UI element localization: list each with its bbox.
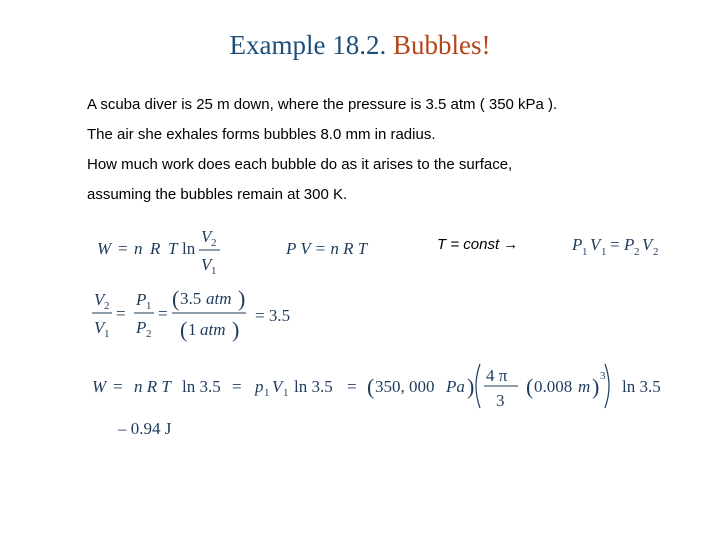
svg-text:(: ( [367, 374, 375, 399]
svg-text:3.5: 3.5 [180, 289, 202, 308]
svg-text:1: 1 [146, 300, 152, 312]
svg-text:ln 3.5: ln 3.5 [294, 377, 333, 396]
svg-text:V: V [201, 227, 212, 246]
svg-text:V: V [94, 290, 105, 309]
svg-text:=: = [116, 304, 126, 323]
svg-text:(: ( [180, 317, 188, 342]
svg-text:1: 1 [104, 328, 110, 340]
example-number: Example 18.2. [229, 30, 387, 60]
svg-text:V: V [201, 255, 212, 274]
work-formula [97, 227, 220, 277]
svg-text:ln: ln [182, 239, 196, 258]
boyle-law [571, 235, 659, 258]
isothermal-label: T = const → [437, 236, 519, 253]
svg-text:P: P [572, 235, 583, 254]
ratio-equation [92, 286, 290, 342]
svg-text:1: 1 [601, 246, 607, 258]
svg-text:P: P [624, 235, 635, 254]
svg-text:): ) [232, 317, 240, 342]
svg-text:n: n [134, 239, 143, 258]
svg-text:Pa: Pa [446, 377, 465, 396]
svg-text:T: T [168, 239, 178, 258]
svg-text:): ) [467, 374, 475, 399]
svg-text:P: P [136, 318, 147, 337]
svg-text:=: = [347, 377, 357, 396]
example-subject: Bubbles! [392, 30, 491, 60]
svg-text:2: 2 [211, 237, 217, 249]
svg-text:0.008: 0.008 [534, 377, 573, 396]
svg-text:W: W [97, 239, 112, 258]
svg-text:1: 1 [211, 265, 217, 277]
final-result: – 0.94 J [118, 419, 172, 438]
svg-text:V: V [590, 235, 601, 254]
svg-text:2: 2 [634, 246, 640, 258]
svg-text:=: = [232, 377, 242, 396]
svg-text:P: P [136, 290, 147, 309]
ideal-gas-law: P V = n R T [286, 239, 368, 258]
svg-text:ln 3.5: ln 3.5 [182, 377, 221, 396]
svg-text:1: 1 [188, 320, 197, 339]
problem-line-3: How much work does each bubble do as it arises to the surface, [87, 156, 513, 173]
svg-text:= 3.5: = 3.5 [255, 306, 291, 325]
svg-text:m: m [578, 377, 591, 396]
svg-text:(: ( [172, 286, 180, 311]
svg-text:ln 3.5: ln 3.5 [622, 377, 661, 396]
svg-text:4 π: 4 π [486, 366, 508, 385]
svg-text:1: 1 [264, 387, 270, 399]
svg-text:=: = [158, 304, 168, 323]
problem-line-1: A scuba diver is 25 m down, where the pressure is 3.5 atm ( 350 kPa ). [87, 96, 558, 113]
svg-text:V: V [272, 377, 283, 396]
svg-text:atm: atm [200, 320, 226, 339]
svg-text:n R T: n R T [134, 377, 171, 396]
svg-text:2: 2 [146, 328, 152, 340]
svg-text:): ) [238, 286, 246, 311]
svg-text:=: = [113, 377, 123, 396]
svg-text:p: p [255, 377, 264, 396]
svg-text:350, 000: 350, 000 [375, 377, 435, 396]
svg-text:(: ( [526, 374, 534, 399]
right-arrow-icon: → [503, 236, 519, 253]
svg-text:1: 1 [283, 387, 289, 399]
svg-text:atm: atm [206, 289, 232, 308]
problem-line-2: The air she exhales forms bubbles 8.0 mm in radius. [87, 126, 436, 143]
svg-text:3: 3 [600, 370, 606, 382]
svg-text:V: V [94, 318, 105, 337]
svg-text:=: = [610, 235, 620, 254]
svg-text:R: R [150, 239, 161, 258]
svg-text:1: 1 [582, 246, 588, 258]
svg-text:2: 2 [653, 246, 659, 258]
problem-line-4: assuming the bubbles remain at 300 K. [87, 186, 348, 203]
svg-text:2: 2 [104, 300, 110, 312]
svg-text:): ) [592, 374, 600, 399]
work-calculation [92, 364, 661, 410]
svg-text:3: 3 [496, 391, 505, 410]
svg-text:=: = [118, 239, 128, 258]
svg-text:V: V [642, 235, 653, 254]
svg-text:W: W [92, 377, 107, 396]
